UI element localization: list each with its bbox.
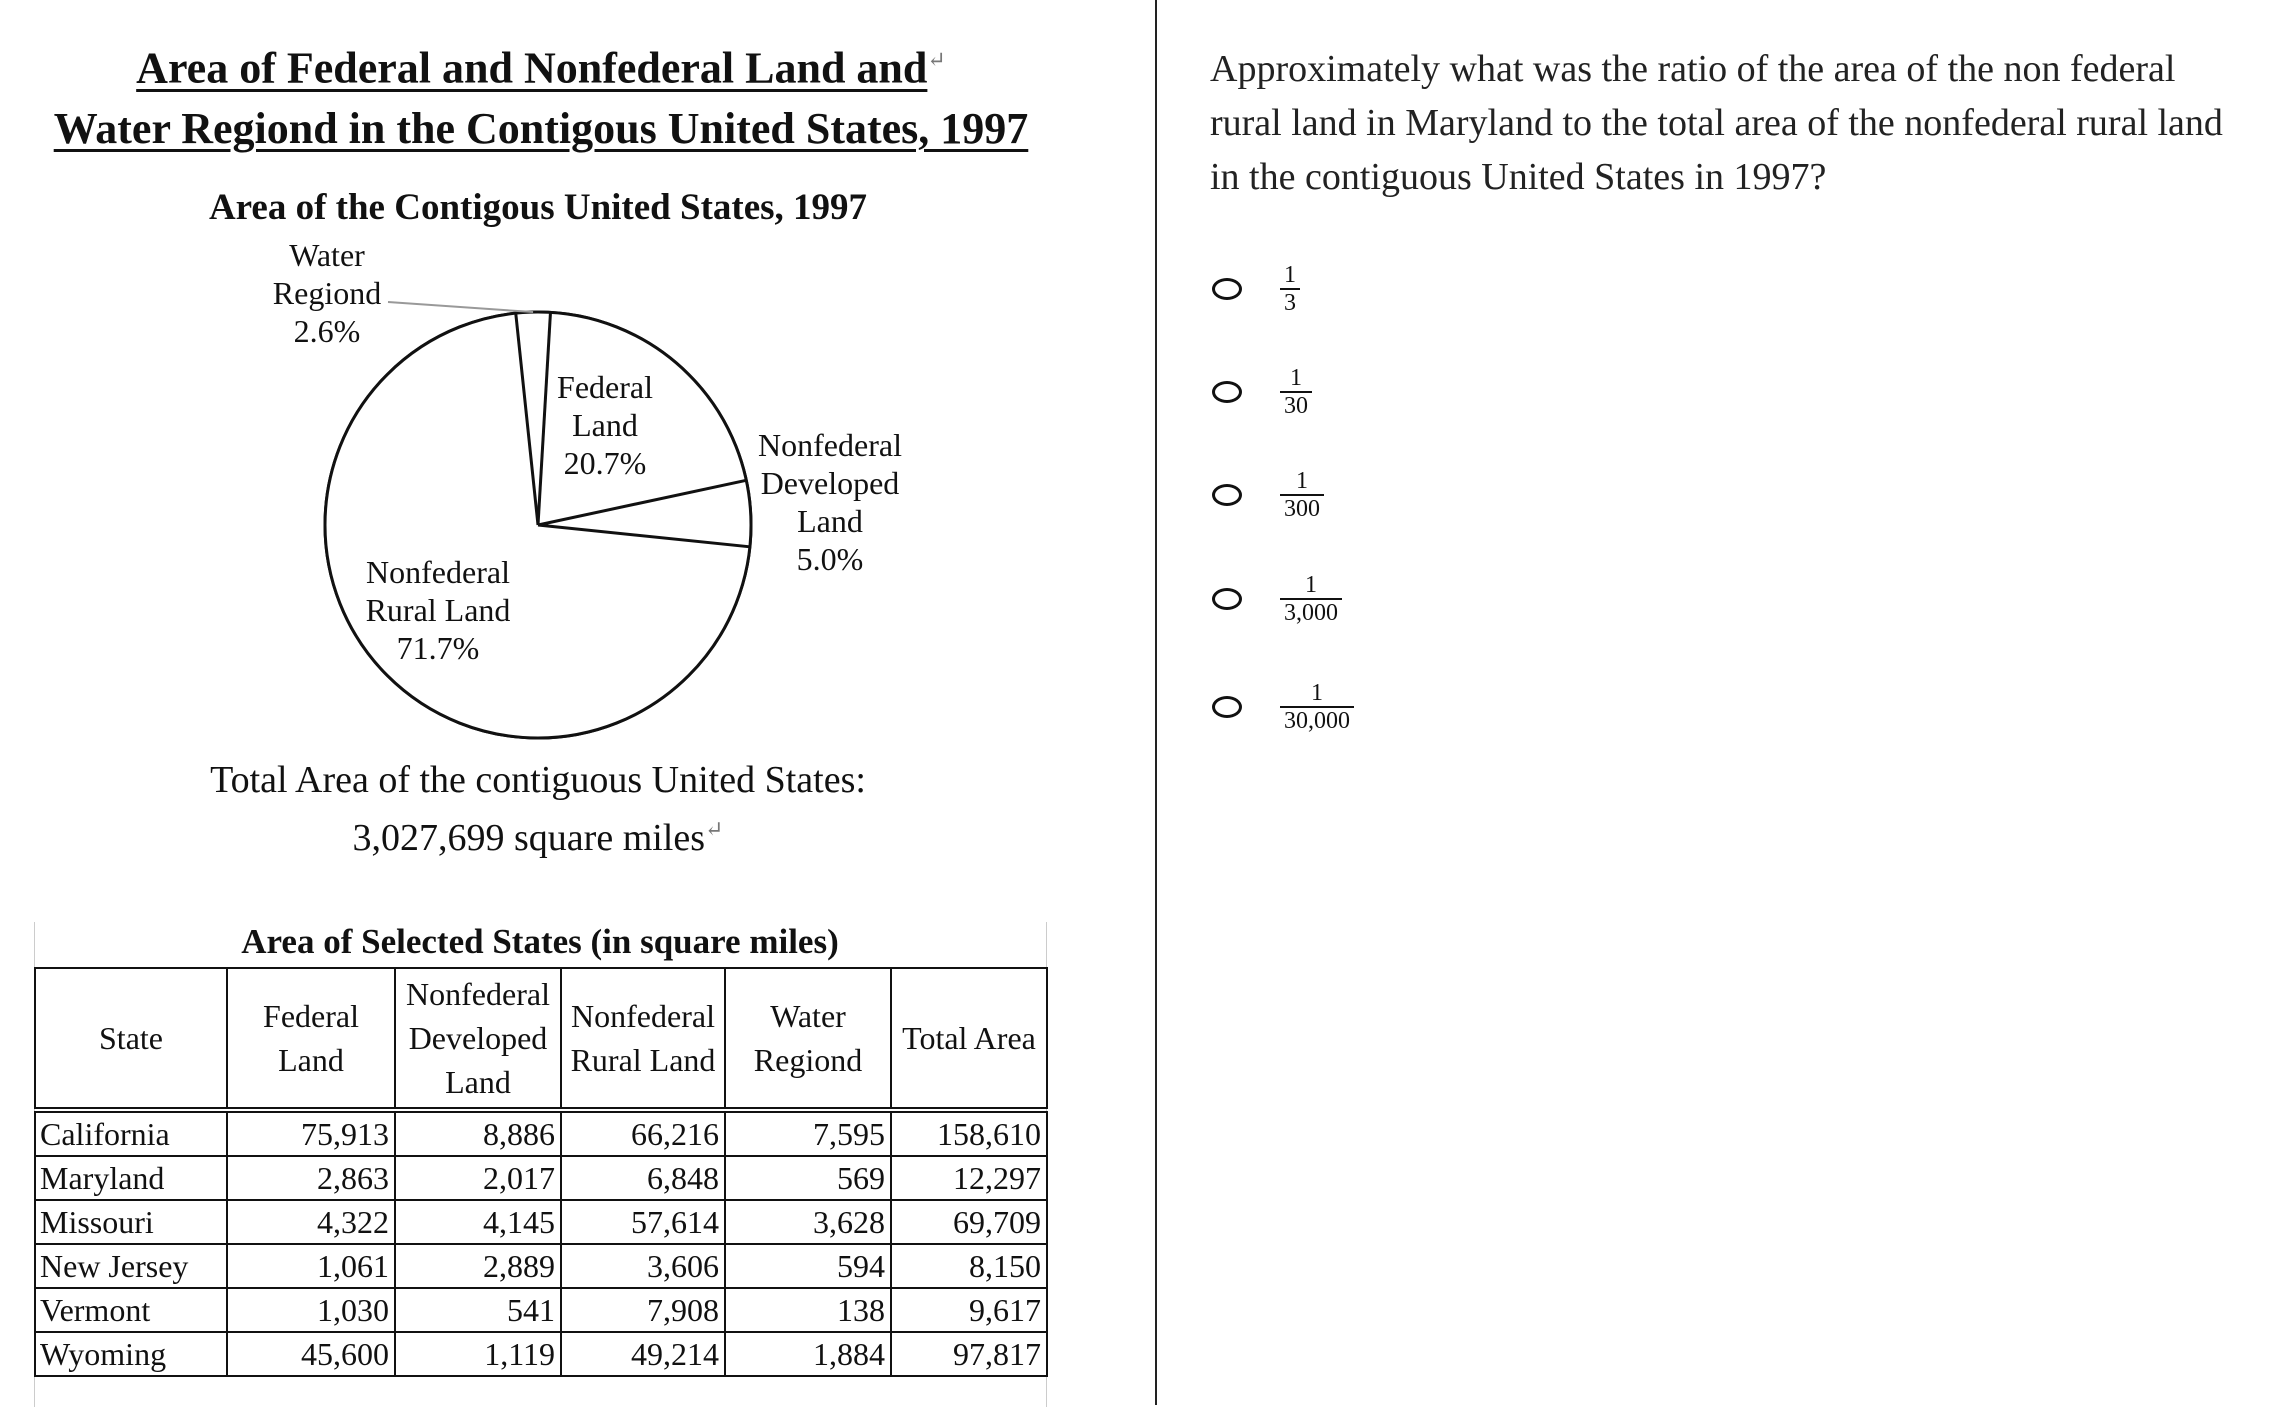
table-cell: 66,216 xyxy=(561,1110,725,1156)
table-cell: 1,884 xyxy=(725,1332,891,1376)
return-mark-icon: ↵ xyxy=(927,47,946,72)
header-developed-line3: Land xyxy=(445,1064,511,1100)
header-developed-line1: Nonfederal xyxy=(406,976,550,1012)
radio-button-icon[interactable] xyxy=(1212,381,1242,403)
option-fraction xyxy=(1280,468,1324,522)
table-row xyxy=(35,1110,1047,1156)
table-cell: New Jersey xyxy=(35,1244,227,1288)
table-cell: Missouri xyxy=(35,1200,227,1244)
header-federal-line1: Federal xyxy=(263,998,359,1034)
table-cell: California xyxy=(35,1110,227,1156)
header-total-area xyxy=(891,968,1047,1110)
table-cell: 49,214 xyxy=(561,1332,725,1376)
label-water-value: 2.6% xyxy=(293,313,361,349)
table-cell: 1,061 xyxy=(227,1244,395,1288)
document-title-line1: Area of Federal and Nonfederal Land and xyxy=(136,43,928,93)
fraction-denominator: 30,000 xyxy=(1280,706,1354,734)
label-developed-value: 5.0% xyxy=(796,541,864,577)
table-cell: 594 xyxy=(725,1244,891,1288)
table-cell: 6,848 xyxy=(561,1156,725,1200)
radio-button-icon[interactable] xyxy=(1212,696,1242,718)
fraction-numerator: 1 xyxy=(1305,572,1317,598)
table-cell: 7,908 xyxy=(561,1288,725,1332)
header-rural-line1: Nonfederal xyxy=(571,998,715,1034)
label-federal-line2: Land xyxy=(572,407,638,443)
table-cell: 45,600 xyxy=(227,1332,395,1376)
answer-option-4[interactable] xyxy=(1212,572,1342,626)
table-caption: Area of Selected States (in square miles) xyxy=(241,922,839,961)
label-water-regiond xyxy=(252,236,402,350)
label-developed-line2: Developed xyxy=(760,465,900,501)
table-cell: 138 xyxy=(725,1288,891,1332)
label-rural-value: 71.7% xyxy=(396,630,480,666)
header-rural-line2: Rural Land xyxy=(570,1042,716,1078)
option-fraction xyxy=(1280,365,1312,419)
table-cell: 57,614 xyxy=(561,1200,725,1244)
answer-option-2[interactable] xyxy=(1212,365,1312,419)
table-row xyxy=(35,1200,1047,1244)
table-cell: 541 xyxy=(395,1288,561,1332)
fraction-denominator: 3 xyxy=(1280,288,1300,316)
table-header-row xyxy=(35,968,1047,1110)
table-cell: 4,145 xyxy=(395,1200,561,1244)
table-cell: 2,889 xyxy=(395,1244,561,1288)
label-federal-value: 20.7% xyxy=(563,445,647,481)
header-developed-line2: Developed xyxy=(408,1020,548,1056)
chart-title: Area of the Contigous United States, 1997 xyxy=(208,187,868,228)
label-nonfederal-rural xyxy=(350,553,526,667)
answer-option-3[interactable] xyxy=(1212,468,1324,522)
label-developed-line3: Land xyxy=(797,503,863,539)
label-water-line2: Regiond xyxy=(272,275,382,311)
header-water-line1: Water xyxy=(770,998,846,1034)
header-federal-line2: Land xyxy=(278,1042,344,1078)
label-rural-line2: Rural Land xyxy=(365,592,511,628)
radio-button-icon[interactable] xyxy=(1212,484,1242,506)
water-leader-line xyxy=(388,302,533,312)
table-cell: Vermont xyxy=(35,1288,227,1332)
table-cell: 1,030 xyxy=(227,1288,395,1332)
table-cell: 3,606 xyxy=(561,1244,725,1288)
header-state-text: State xyxy=(99,1020,163,1056)
header-state xyxy=(35,968,227,1110)
total-area-label: Total Area of the contiguous United States: xyxy=(210,759,866,801)
option-fraction xyxy=(1280,572,1342,626)
table-cell: 3,628 xyxy=(725,1200,891,1244)
label-federal-line1: Federal xyxy=(557,369,653,405)
table-row xyxy=(35,1156,1047,1200)
total-area-value xyxy=(0,816,1076,860)
table-cell: 158,610 xyxy=(891,1110,1047,1156)
table-cell: 1,119 xyxy=(395,1332,561,1376)
option-fraction xyxy=(1280,262,1300,316)
panel-divider xyxy=(1155,0,1157,1405)
answer-option-1[interactable] xyxy=(1212,262,1300,316)
radio-button-icon[interactable] xyxy=(1212,588,1242,610)
states-area-table xyxy=(34,967,1048,1377)
table-cell: 8,886 xyxy=(395,1110,561,1156)
label-water-line1: Water xyxy=(289,237,365,273)
table-cell: 75,913 xyxy=(227,1110,395,1156)
total-area-value-text: 3,027,699 square miles xyxy=(352,817,706,859)
table-cell: 97,817 xyxy=(891,1332,1047,1376)
fraction-denominator: 300 xyxy=(1280,494,1324,522)
table-cell: 2,017 xyxy=(395,1156,561,1200)
header-nonfederal-rural xyxy=(561,968,725,1110)
header-water-line2: Regiond xyxy=(753,1042,863,1078)
fraction-numerator: 1 xyxy=(1296,468,1308,494)
radio-button-icon[interactable] xyxy=(1212,278,1242,300)
fraction-denominator: 3,000 xyxy=(1280,598,1342,626)
table-cell: 69,709 xyxy=(891,1200,1047,1244)
fraction-numerator: 1 xyxy=(1284,262,1296,288)
document-title-line2: Water Regiond in the Contigous United States, 1997 xyxy=(53,103,1029,153)
header-federal-land xyxy=(227,968,395,1110)
table-cell: 12,297 xyxy=(891,1156,1047,1200)
table-cell: 4,322 xyxy=(227,1200,395,1244)
answer-option-5[interactable] xyxy=(1212,680,1354,734)
fraction-numerator: 1 xyxy=(1290,365,1302,391)
header-nonfederal-developed xyxy=(395,968,561,1110)
table-cell: 2,863 xyxy=(227,1156,395,1200)
table-row xyxy=(35,1244,1047,1288)
table-cell: Wyoming xyxy=(35,1332,227,1376)
header-water-regiond xyxy=(725,968,891,1110)
table-row xyxy=(35,1288,1047,1332)
question-text: Approximately what was the ratio of the area of the non federal rural land in Maryland to the total area of the nonfederal rural land in the contiguous United States in 1997? xyxy=(1210,48,2223,198)
fraction-numerator: 1 xyxy=(1311,680,1323,706)
table-cell: 8,150 xyxy=(891,1244,1047,1288)
label-federal-land xyxy=(530,368,680,482)
label-nonfederal-developed xyxy=(742,426,918,578)
table-row xyxy=(35,1332,1047,1376)
table-cell: Maryland xyxy=(35,1156,227,1200)
fraction-denominator: 30 xyxy=(1280,391,1312,419)
table-cell: 569 xyxy=(725,1156,891,1200)
return-mark-icon: ↵ xyxy=(705,816,724,842)
table-cell: 9,617 xyxy=(891,1288,1047,1332)
label-rural-line1: Nonfederal xyxy=(366,554,510,590)
table-cell: 7,595 xyxy=(725,1110,891,1156)
header-total-text: Total Area xyxy=(902,1020,1036,1056)
option-fraction xyxy=(1280,680,1354,734)
label-developed-line1: Nonfederal xyxy=(758,427,902,463)
